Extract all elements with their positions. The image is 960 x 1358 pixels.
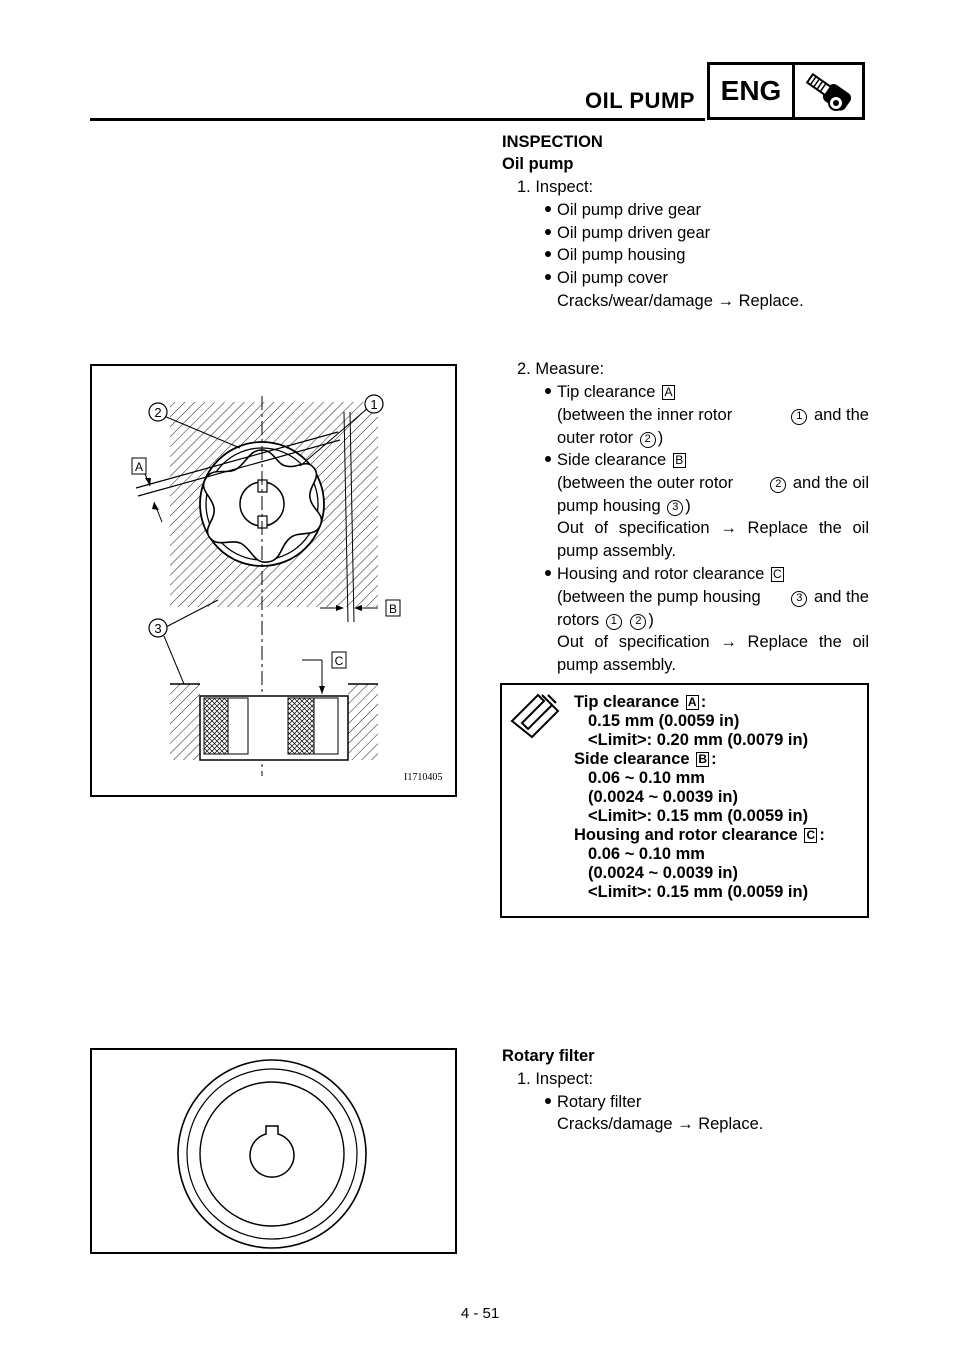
step1-label: 1. Inspect: bbox=[517, 178, 594, 196]
spec-value: 0.06 ~ 0.10 mm bbox=[588, 769, 705, 787]
list-item: Oil pump drive gear bbox=[545, 199, 701, 222]
callout-1 bbox=[365, 395, 383, 413]
svg-text:A: A bbox=[134, 460, 144, 474]
figure-code: I1710405 bbox=[404, 772, 443, 783]
rotary-filter-diagram bbox=[90, 1048, 457, 1254]
bullet-icon bbox=[545, 388, 551, 394]
housing-clearance-item: Housing and rotor clearance C bbox=[545, 563, 786, 586]
tip-clearance-item: Tip clearance A bbox=[545, 381, 677, 404]
oil-pump-drawing bbox=[92, 366, 455, 795]
svg-text:3: 3 bbox=[154, 621, 162, 636]
spec-tip-title: Tip clearance A : bbox=[574, 693, 707, 711]
step1-action: Cracks/wear/damage → Replace. bbox=[557, 292, 804, 310]
callout-c bbox=[332, 652, 346, 668]
spec-housing-title: Housing and rotor clearance C : bbox=[574, 826, 825, 844]
oil-pump-heading: Oil pump bbox=[502, 155, 574, 173]
housing-clearance-desc-line1: (between the pump housing 3 and the bbox=[557, 588, 869, 606]
spec-value: 0.06 ~ 0.10 mm bbox=[588, 845, 705, 863]
side-clearance-desc-line2: pump housing 3 ) bbox=[557, 497, 691, 515]
bullet-icon bbox=[545, 206, 551, 212]
spec-value: 0.15 mm (0.0059 in) bbox=[588, 712, 740, 730]
spec-value: (0.0024 ~ 0.0039 in) bbox=[588, 864, 738, 882]
header-rule bbox=[90, 118, 705, 121]
svg-text:1: 1 bbox=[370, 397, 378, 412]
bullet-icon bbox=[545, 251, 551, 257]
out-of-spec-text: Out of specification → Replace the oil pump assembly. bbox=[557, 633, 869, 674]
page-title: OIL PUMP bbox=[585, 88, 695, 113]
callout-b bbox=[386, 600, 400, 616]
housing-clearance-desc-line2: rotors 1 2 ) bbox=[557, 611, 654, 629]
spec-values bbox=[574, 693, 825, 902]
list-item: Oil pump driven gear bbox=[545, 222, 710, 245]
callout-a bbox=[132, 458, 146, 474]
svg-text:2: 2 bbox=[154, 405, 162, 420]
bullet-icon bbox=[545, 229, 551, 235]
engine-icon bbox=[796, 67, 860, 115]
list-item: Rotary filter bbox=[545, 1091, 641, 1114]
spec-limit: <Limit>: 0.20 mm (0.0079 in) bbox=[588, 731, 809, 749]
bullet-icon bbox=[545, 570, 551, 576]
caliper-icon bbox=[508, 691, 564, 743]
section-badge-label: ENG bbox=[710, 65, 795, 117]
inspection-heading: INSPECTION bbox=[502, 133, 603, 151]
side-clearance-item: Side clearance B bbox=[545, 449, 688, 472]
rotary-step1-label: 1. Inspect: bbox=[517, 1070, 594, 1088]
step2-label: 2. Measure: bbox=[517, 360, 605, 378]
tip-clearance-desc-line2: outer rotor 2 ) bbox=[557, 429, 664, 447]
page-number: 4 - 51 bbox=[460, 1305, 500, 1322]
list-item: Oil pump housing bbox=[545, 244, 685, 267]
bullet-icon bbox=[545, 1098, 551, 1104]
oil-pump-diagram bbox=[90, 364, 457, 797]
bullet-icon bbox=[545, 274, 551, 280]
list-item: Oil pump cover bbox=[545, 267, 668, 290]
spec-value: (0.0024 ~ 0.0039 in) bbox=[588, 788, 738, 806]
rotary-filter-drawing bbox=[92, 1050, 455, 1252]
svg-text:C: C bbox=[334, 654, 344, 668]
rotary-action: Cracks/damage → Replace. bbox=[557, 1115, 764, 1133]
section-badge bbox=[707, 62, 865, 120]
specification-box bbox=[500, 683, 869, 918]
spec-limit: <Limit>: 0.15 mm (0.0059 in) bbox=[588, 883, 809, 901]
side-clearance-desc-line1: (between the outer rotor 2 and the oil bbox=[557, 474, 869, 492]
spec-side-title: Side clearance B : bbox=[574, 750, 717, 768]
callout-3 bbox=[149, 619, 167, 637]
spec-limit: <Limit>: 0.15 mm (0.0059 in) bbox=[588, 807, 809, 825]
tip-clearance-desc-line1: (between the inner rotor 1 and the bbox=[557, 406, 869, 424]
out-of-spec-text: Out of specification → Replace the oil pump assembly. bbox=[557, 519, 869, 560]
rotary-filter-heading: Rotary filter bbox=[502, 1047, 595, 1065]
callout-2 bbox=[149, 403, 167, 421]
svg-text:B: B bbox=[388, 602, 398, 616]
bullet-icon bbox=[545, 456, 551, 462]
